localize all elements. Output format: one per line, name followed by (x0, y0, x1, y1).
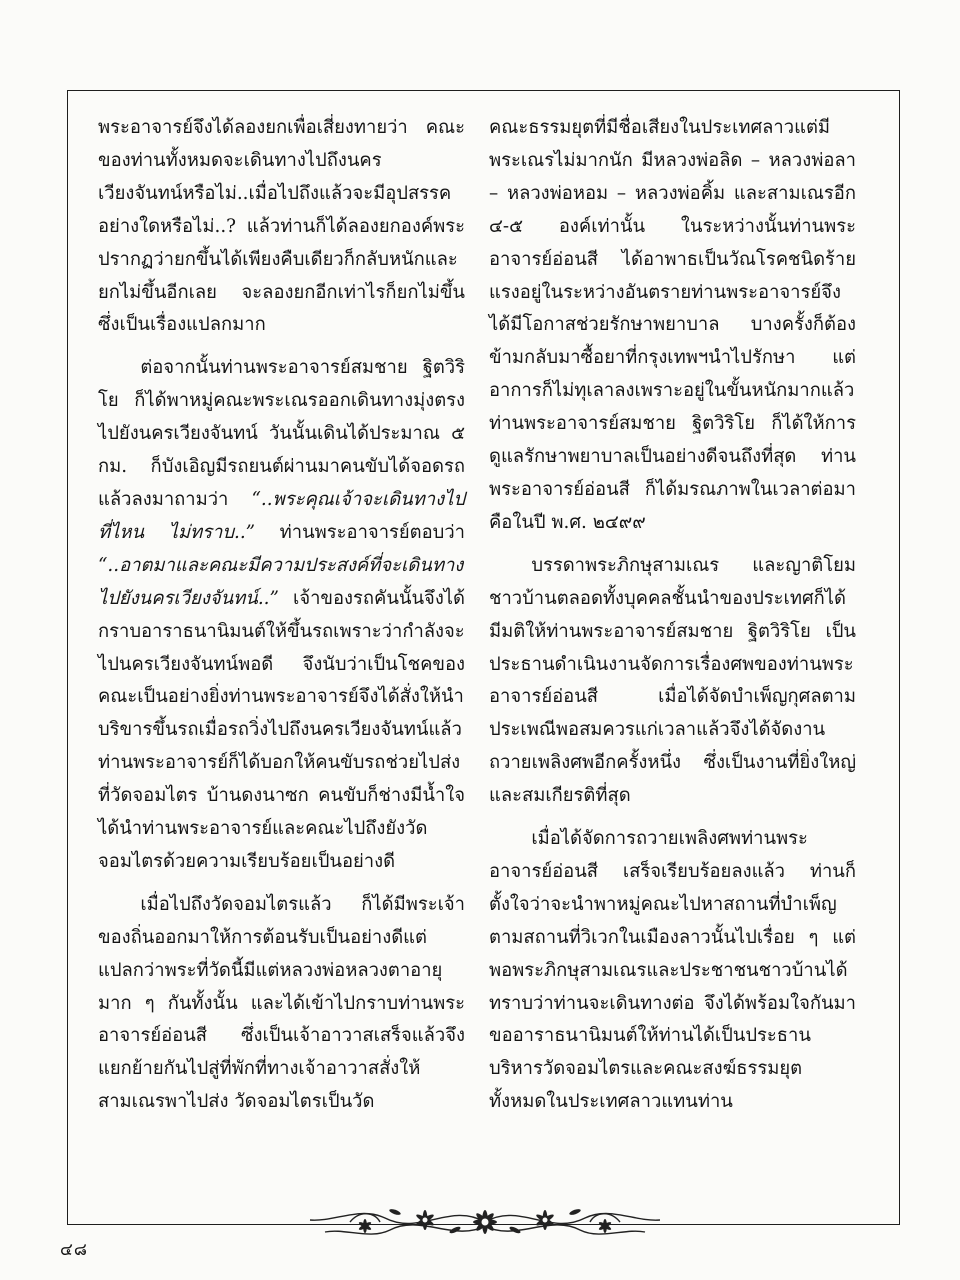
right-paragraph-2: บรรดาพระภิกษุสามเณร และญาติโยมชาวบ้านตลอดทั้งบุคคลชั้นนำของประเทศก็ได้มีมติให้ท่านพระอาจารย์สมชาย ฐิตวิริโย เป็นประธานดำเนินงานจัดการเรื่องศพของท่านพระอาจารย์อ่อนสี เมื่อได้จัดบำเพ็ญกุศลตามประเพณีพอสมควรแก่เวลาแล้วจึงได้จัดงานถวายเพลิงศพอีกครั้งหนึ่ง ซึ่งเป็นงานที่ยิ่งใหญ่และสมเกียรติที่สุด (489, 554, 856, 807)
left-paragraph-2-quote-driver: “..พระคุณเจ้าจะเดินทางไปที่ไหน ไม่ทราบ..” (98, 488, 465, 543)
right-text-column (489, 112, 856, 1119)
left-paragraph-2-text-c: เจ้าของรถคันนั้นจึงได้กราบอาราธนานิมนต์ให้ขึ้นรถเพราะว่ากำลังจะไปนครเวียงจันทน์พอดี จึงนับว่าเป็นโชคของคณะเป็นอย่างยิ่งท่านพระอาจารย์จึงได้สั่งให้นำบริขารขึ้นรถเมื่อรถวิ่งไปถึงนครเวียงจันทน์แล้ว ท่านพระอาจารย์ก็ได้บอกให้คนขับรถช่วยไปส่งที่วัดจอมไตร บ้านดงนาซก คนขับก็ช่างมีน้ำใจ ได้นำท่านพระอาจารย์และคณะไปถึงยังวัดจอมไตรด้วยความเรียบร้อยเป็นอย่างดี (98, 587, 465, 872)
left-paragraph-3: เมื่อไปถึงวัดจอมไตรแล้ว ก็ได้มีพระเจ้าของถิ่นออกมาให้การต้อนรับเป็นอย่างดีแต่แปลกว่าพระที่วัดนี้มีแต่หลวงพ่อหลวงตาอายุมาก ๆ กันทั้งนั้น และได้เข้าไปกราบท่านพระอาจารย์อ่อนสี ซึ่งเป็นเจ้าอาวาสเสร็จแล้วจึงแยกย้ายกันไปสู่ที่พักที่ทางเจ้าอาวาสสั่งให้สามเณรพาไปส่ง วัดจอมไตรเป็นวัด (98, 893, 465, 1113)
page-number: ๔๘ (60, 1240, 88, 1260)
left-paragraph-2-quote-monk: “..อาตมาและคณะมีความประสงค์ที่จะเดินทางไปยังนครเวียงจันทน์..” (98, 554, 464, 609)
right-paragraph-1: คณะธรรมยุตที่มีชื่อเสียงในประเทศลาวแต่มีพระเณรไม่มากนัก มีหลวงพ่อลิด – หลวงพ่อลา – หลวงพ่อหอม – หลวงพ่อคิ้ม และสามเณรอีก ๔-๕ องค์เท่านั้น ในระหว่างนั้นท่านพระอาจารย์อ่อนสี ได้อาพาธเป็นวัณโรคชนิดร้ายแรงอยู่ในระหว่างอันตรายท่านพระอาจารย์จึงได้มีโอกาสช่วยรักษาพยาบาล บางครั้งก็ต้องข้ามกลับมาซื้อยาที่กรุงเทพฯนำไปรักษา แต่อาการก็ไม่ทุเลาลงเพราะอยู่ในขั้นหนักมากแล้ว ท่านพระอาจารย์สมชาย ฐิตวิริโย ก็ได้ให้การดูแลรักษาพยาบาลเป็นอย่างดีจนถึงที่สุด ท่านพระอาจารย์อ่อนสี ก็ได้มรณภาพในเวลาต่อมา คือในปี พ.ศ. ๒๔๙๙ (489, 117, 856, 533)
left-paragraph-1: พระอาจารย์จึงได้ลองยกเพื่อเสี่ยงทายว่า คณะของท่านทั้งหมดจะเดินทางไปถึงนครเวียงจันทน์หรือไม่..เมื่อไปถึงแล้วจะมีอุปสรรคอย่างใดหรือไม่..? แล้วท่านก็ได้ลองยกองค์พระปรากฏว่ายกขึ้นได้เพียงคืบเดียวก็กลับหนักและยกไม่ขึ้นอีกเลย จะลองยกอีกเท่าไรก็ยกไม่ขึ้น ซึ่งเป็นเรื่องแปลกมาก (98, 117, 465, 336)
floral-ornament-icon (290, 1192, 680, 1248)
left-paragraph-2-text-a: ต่อจากนั้นท่านพระอาจารย์สมชาย ฐิตวิริโย ก็ได้พาหมู่คณะพระเณรออกเดินทางมุ่งตรงไปยังนครเวียงจันทน์ วันนั้นเดินได้ประมาณ ๕ กม. ก็บังเอิญมีรถยนต์ผ่านมาคนขับได้จอดรถแล้วลงมาถามว่า (98, 357, 465, 510)
right-paragraph-3: เมื่อได้จัดการถวายเพลิงศพท่านพระอาจารย์อ่อนสี เสร็จเรียบร้อยลงแล้ว ท่านก็ตั้งใจว่าจะนำพาหมู่คณะไปหาสถานที่บำเพ็ญตามสถานที่วิเวกในเมืองลาวนั้นไปเรื่อย ๆ แต่พอพระภิกษุสามเณรและประชาชนชาวบ้านได้ทราบว่าท่านจะเดินทางต่อ จึงได้พร้อมใจกันมาขออาราธนานิมนต์ให้ท่านได้เป็นประธานบริหารวัดจอมไตรและคณะสงฆ์ธรรมยุตทั้งหมดในประเทศลาวแทนท่าน (489, 828, 856, 1113)
left-text-column (98, 112, 465, 1119)
left-paragraph-2 (98, 352, 465, 879)
left-paragraph-2-text-b: ท่านพระอาจารย์ตอบว่า (255, 521, 465, 543)
